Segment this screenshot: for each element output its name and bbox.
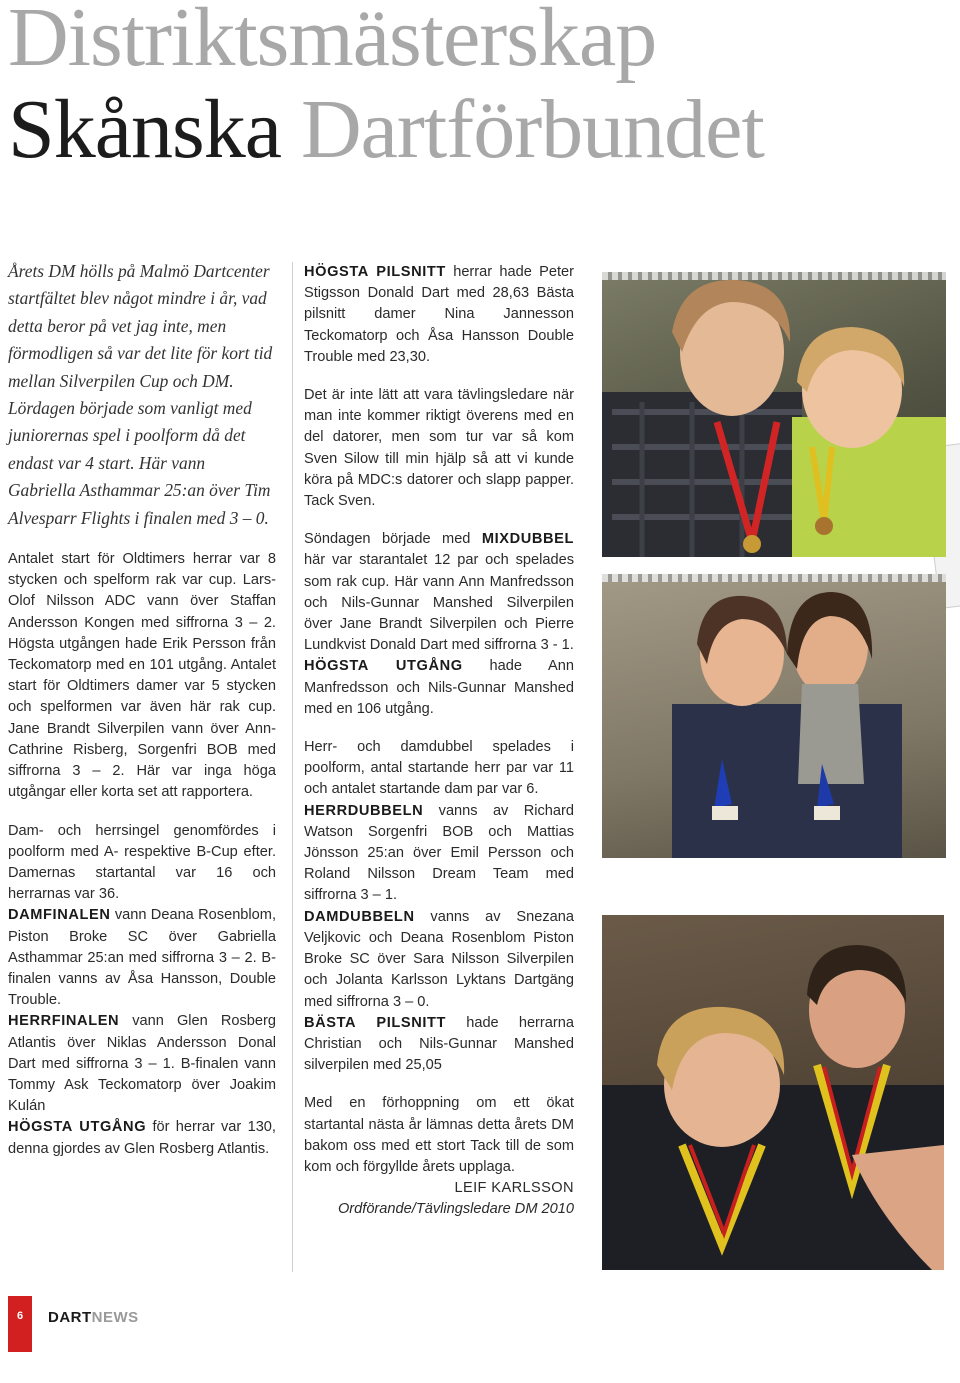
paragraph-sven: Det är inte lätt att vara tävlingsledare när man inte kommer riktigt överens med en del datorer, men som tur var så kom Sven Silow till min hjälp så att vi kunde köra på MDC:s datorer och slapp papper. Tack Sven.	[304, 387, 574, 510]
paragraph-damdubbeln	[304, 907, 574, 1013]
keyword-mixdubbel: MIXDUBBEL	[481, 531, 574, 548]
photo-mixed-pair-medals	[602, 915, 944, 1270]
keyword-hogsta-utgang: HÖGSTA UTGÅNG	[8, 1119, 147, 1136]
photo-two-women-trophies	[602, 574, 946, 858]
page-number-badge	[8, 1296, 32, 1352]
photo-illustration-3	[602, 915, 944, 1270]
text-herrdubbeln: vanns av Richard Watson Sorgenfri BOB och Mattias Jönsson 25:an över Emil Persson och Roland Nilsson Dream Team med siffrorna 3 – 1.	[304, 802, 574, 904]
logo-dart: DART	[48, 1309, 92, 1326]
article-column-left	[8, 258, 276, 1160]
text-mixdubbel: här var starantalet 12 par och spelades som rak cup. Här vann Ann Manfredsson och Nils-Gunnar Manshed Silverpilen över Jane Brandt Silverpilen och Pierre Lundkvist Donald Dart med siffrorna 3 - 1.	[304, 552, 574, 654]
paragraph-hogsta-utgang-mix	[304, 656, 574, 720]
keyword-hogsta-utgang-mix: HÖGSTA UTGÅNG	[304, 658, 463, 675]
column-divider	[292, 262, 293, 1272]
keyword-basta-pilsnitt: BÄSTA PILSNITT	[304, 1014, 447, 1031]
paragraph-damfinalen	[8, 905, 276, 1011]
text-mix-pre: Söndagen började med	[304, 531, 482, 548]
paragraph-pilsnitt	[304, 262, 574, 368]
photo-illustration	[602, 272, 946, 557]
text-hogsta-utgang-mix: hade Ann Manfredsson och Nils-Gunnar Manshed med en 106 utgång.	[304, 658, 574, 717]
paragraph-dubbel: Herr- och damdubbel spelades i poolform, antal startande herr par var 11 och antalet startande dam par var 6.	[304, 739, 574, 798]
text-herrfinalen: vann Glen Rosberg Atlantis över Niklas Andersson Donal Dart med siffrorna 3 – 1. B-finalen vann Tommy Ask Teckomatorp över Joakim Kulán	[8, 1013, 276, 1115]
paragraph-oldtimers: Antalet start för Oldtimers herrar var 8 stycken och spelform rak var cup. Lars-Olof Nilsson ADC vann över Staffan Andersson Kongen med siffrorna 3 – 2. Högsta utgången hade Erik Persson från Teckomatorp med en 101 utgång. Antalet start för Oldtimers damer var 5 stycken och spelformen var även här rak cup. Jane Brandt Silverpilen vann över Ann-Cathrine Risberg, Sorgenfri BOB med siffrorna 3 – 2. Här var inga höga utgångar eller korta set att rapportera.	[8, 551, 276, 801]
photo-two-women-medals	[602, 272, 946, 557]
title-dartforbundet: Dartförbundet	[300, 83, 764, 176]
paragraph-basta-pilsnitt	[304, 1013, 574, 1077]
text-damdubbeln: vanns av Snezana Veljkovic och Deana Rosenblom Piston Broke SC över Sara Nilsson Silverpilen och Jolanta Karlsson Lyktans Dartgäng med siffrorna 3 – 0.	[304, 908, 574, 1010]
photo-illustration-2	[602, 574, 946, 858]
keyword-herrdubbeln: HERRDUBBELN	[304, 802, 424, 819]
title-line-1: Distriktsmästerskap	[8, 0, 657, 84]
keyword-herrfinalen: HERRFINALEN	[8, 1013, 120, 1030]
text-pilsnitt: herrar hade Peter Stigsson Donald Dart med 28,63 Bästa pilsnitt damer Nina Jannesson Teckomatorp och Åsa Hansson Double Trouble med 23,30.	[304, 264, 574, 365]
signature-name: LEIF KARLSSON	[454, 1180, 574, 1197]
paragraph-mixdubbel	[304, 529, 574, 656]
keyword-damfinalen: DAMFINALEN	[8, 907, 111, 924]
article-column-right	[304, 262, 574, 1221]
paragraph-hogsta-utgang-herrar	[8, 1117, 276, 1159]
text-basta-pilsnitt: hade herrarna Christian och Nils-Gunnar Manshed silverpilen med 25,05	[304, 1014, 574, 1074]
keyword-damdubbeln: DAMDUBBELN	[304, 908, 415, 925]
paragraph-herrdubbeln	[304, 801, 574, 907]
title-line-2	[8, 83, 764, 176]
signature-role: Ordförande/Tävlingsledare DM 2010	[337, 1201, 574, 1218]
text-hogsta-utgang: för herrar var 130, denna gjordes av Glen Rosberg Atlantis.	[8, 1119, 276, 1157]
keyword-hogsta-pilsnitt: HÖGSTA PILSNITT	[304, 264, 446, 280]
paragraph-singel: Dam- och herrsingel genomfördes i poolform med A- respektive B-Cup efter. Damernas startantal var 16 och herrarnas var 36.	[8, 822, 276, 903]
text-damfinalen: vann Deana Rosenblom, Piston Broke SC över Gabriella Asthammar 25:an med siffrorna 3 – 2. B-finalen vanns av Åsa Hansson, Double Trouble.	[8, 907, 276, 1009]
logo-news: NEWS	[91, 1309, 139, 1326]
paragraph-herrfinalen	[8, 1011, 276, 1117]
magazine-logo	[48, 1309, 139, 1326]
paragraph-closing: Med en förhoppning om ett ökat startantal nästa år lämnas detta årets DM bakom oss med ett stort Tack till de som kom och förgyllde årets upplaga.	[304, 1095, 574, 1175]
lead-paragraph: Årets DM hölls på Malmö Dartcenter startfältet blev något mindre i år, vad detta beror på vet jag inte, men förmodligen så var det lite för kort tid mellan Silverpilen Cup och DM. Lördagen började som vanligt med juniorernas spel i poolform då det endast var 4 start. Här vann Gabriella Asthammar 25:an över Tim Alvesparr Flights i finalen med 3 – 0.	[8, 261, 273, 528]
page-number: 6	[16, 1310, 24, 1322]
title-skanska: Skånska	[8, 83, 301, 176]
